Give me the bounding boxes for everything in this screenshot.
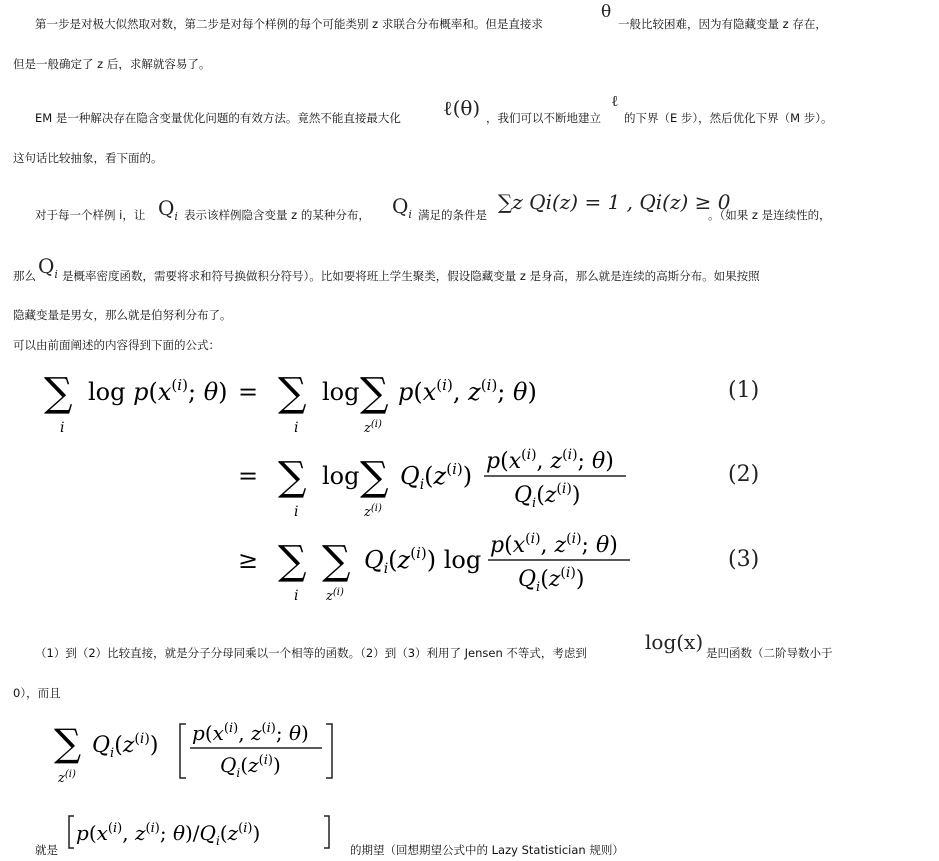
- log-x-formula: log(x): [645, 630, 704, 654]
- svg-text:∑: ∑: [360, 454, 389, 500]
- equation-number-1: (1): [728, 378, 760, 403]
- svg-text:i: i: [60, 420, 65, 436]
- svg-text:i: i: [294, 504, 299, 520]
- svg-text:p(x(i), z(i); θ): $p(x^{(i)}$, $z^{(i)}$; θ): [192, 721, 309, 745]
- paragraph-6-b: 的期望（回想期望公式中的 Lazy Statistician 规则）: [350, 843, 624, 857]
- svg-text:=: =: [238, 462, 259, 490]
- theta-symbol: θ: [601, 2, 612, 22]
- svg-text:z(i): $z^{(i)}$: [58, 769, 76, 786]
- paragraph-3-line-3: 隐藏变量是男女，那么就是伯努利分布了。: [13, 308, 232, 322]
- svg-text:p(x(i), z(i); θ): $p(x^{(i)}$, $z^{(i)}$; θ): [490, 531, 618, 558]
- svg-text:Qi(z(i)): $Q_i(z^{(i)})$: [514, 481, 581, 511]
- jensen-derivation-equations: [40, 360, 660, 610]
- paragraph-2-line-1c: 的下界（E 步），然后优化下界（M 步）。: [624, 111, 833, 125]
- equation-number-2: (2): [728, 462, 760, 487]
- qi-symbol-1: $Q_i$: [158, 196, 178, 223]
- svg-text:p(x(i), z(i); θ): $p(x^{(i)}$, $z^{(i)}$; θ): [398, 376, 537, 406]
- text: 第一步是对极大似然取对数，第二步是对每个样例的每个可能类别 z 求联合分布概率和。但是直接求: [35, 17, 543, 31]
- bracket-ratio-formula: [66, 812, 346, 852]
- svg-text:Qi(z(i)) log: $Q_i(z^{(i)})$ log: [364, 544, 482, 577]
- paragraph-1-line-1-end: 一般比较困难，因为有隐藏变量 z 存在，: [618, 17, 827, 31]
- paragraph-3-line-1b: 表示该样例隐含变量 z 的某种分布，: [184, 208, 370, 222]
- paragraph-3-line-2b: 是概率密度函数，需要将求和符号换做积分符号）。比如要将班上学生聚类，假设隐藏变量 z 是身高，那么就是连续的高斯分布。如果按照: [62, 269, 760, 283]
- svg-text:Qi(z(i)): $Q_i(z^{(i)})$: [92, 731, 159, 761]
- svg-text:∑: ∑: [54, 721, 82, 765]
- equation-line-1: [44, 370, 537, 436]
- svg-text:=: =: [238, 378, 259, 406]
- svg-text:i: i: [294, 588, 299, 604]
- l-symbol: ℓ: [612, 92, 618, 110]
- svg-text:Qi(z(i)): $Q_i(z^{(i)})$: [220, 753, 281, 780]
- paragraph-3-line-1d: 。（如果 z 是连续性的，: [708, 208, 831, 222]
- paragraph-1-line-2: 但是一般确定了 z 后，求解就容易了。: [13, 57, 211, 71]
- svg-text:∑: ∑: [322, 538, 351, 584]
- q-condition-formula: ∑z Qi(z) = 1 , Qi(z) ≥ 0: [498, 190, 731, 214]
- qi-symbol-3: $Q_i$: [38, 254, 58, 281]
- paragraph-3-line-2a: 那么: [13, 269, 36, 283]
- paragraph-2-line-2: 这句话比较抽象，看下面的。: [13, 151, 163, 165]
- qi-symbol-2: $Q_i$: [392, 194, 412, 221]
- paragraph-6-a: 就是: [35, 843, 58, 857]
- svg-text:Qi(z(i)): $Q_i(z^{(i)})$: [518, 565, 585, 595]
- paragraph-3-line-1a: 对于每一个样例 i，让: [35, 208, 146, 222]
- svg-text:log: log: [322, 378, 360, 406]
- svg-text:p(x(i), z(i); θ): $p(x^{(i)}$, $z^{(i)}$; θ): [486, 447, 614, 474]
- svg-text:∑: ∑: [278, 538, 307, 584]
- svg-text:≥: ≥: [238, 546, 259, 574]
- paragraph-5-line-1a: （1）到（2）比较直接，就是分子分母同乘以一个相等的函数。（2）到（3）利用了 Jensen 不等式，考虑到: [35, 646, 587, 660]
- paragraph-1-line-1: [35, 16, 543, 32]
- svg-text:∑: ∑: [278, 370, 307, 416]
- svg-text:log p(x(i); θ): $\log p(x^{(i)}$; θ): [88, 376, 228, 406]
- svg-text:∑: ∑: [44, 370, 73, 416]
- l-theta-symbol: ℓ(θ): [443, 96, 481, 120]
- svg-text:Qi(z(i)): $Q_i(z^{(i)})$: [400, 460, 473, 493]
- equation-number-3: (3): [728, 547, 760, 572]
- paragraph-2-line-1b: ，我们可以不断地建立: [486, 111, 601, 125]
- svg-text:p(x(i), z(i); θ)/Qi(z(i)): $p(x^{(i)}$, $z^{(i)}$; $\theta)/Q_i(z^{(i)})$: [76, 821, 261, 848]
- equation-line-2: [238, 447, 626, 520]
- paragraph-5-line-2: 0），而且: [13, 686, 61, 700]
- paragraph-5-line-1b: 是凹函数（二阶导数小于: [706, 646, 833, 660]
- svg-text:i: i: [294, 420, 299, 436]
- paragraph-2-line-1a: EM 是一种解决存在隐含变量优化问题的有效方法。竟然不能直接最大化: [35, 111, 401, 125]
- svg-text:z(i): $z^{(i)}$: [364, 503, 382, 520]
- svg-text:z(i): $z^{(i)}$: [326, 587, 344, 604]
- svg-text:log: log: [322, 462, 360, 490]
- svg-text:∑: ∑: [360, 370, 389, 416]
- paragraph-4: 可以由前面阐述的内容得到下面的公式：: [13, 338, 220, 352]
- svg-text:∑: ∑: [278, 454, 307, 500]
- expectation-formula: [50, 712, 350, 792]
- svg-text:z(i): $z^{(i)}$: [364, 419, 382, 436]
- paragraph-3-line-1c: 满足的条件是: [418, 208, 487, 222]
- equation-line-3: [238, 531, 630, 604]
